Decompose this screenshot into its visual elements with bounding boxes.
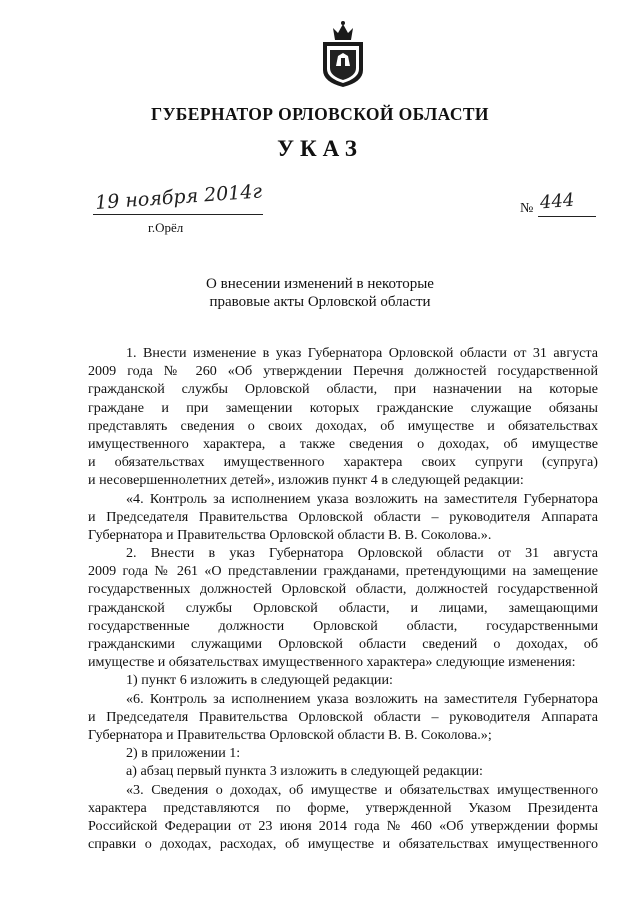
handwritten-date: 19 ноября 2014г xyxy=(94,180,263,214)
body-line: «6. Контроль за исполнением указа возложить на заместителя Губернатора xyxy=(126,690,598,707)
body-line: гражданскими служащими Орловской области сведений о доходах, об xyxy=(88,636,598,652)
decree-body xyxy=(88,344,598,853)
body-line: 2009 года № 260 «Об утверждении Перечня должностей государственной xyxy=(88,363,598,380)
body-line: «4. Контроль за исполнением указа возложить на заместителя Губернатора xyxy=(126,490,598,507)
issuer-title: ГУБЕРНАТОР ОРЛОВСКОЙ ОБЛАСТИ xyxy=(151,104,489,124)
body-line: характера представляются по форме, утвержденной Указом Президента xyxy=(88,799,598,816)
body-line: 2009 года № 261 «О представлении гражданами, претендующими на замещение xyxy=(88,563,598,580)
body-line: 1) пункт 6 изложить в следующей редакции: xyxy=(126,672,393,689)
body-line: 1. Внести изменение в указ Губернатора Орловской области от 31 августа xyxy=(126,345,598,361)
body-line: справки о доходах, расходах, об имуществе и обязательствах имущественного xyxy=(88,836,598,853)
body-line: государственные должности Орловской области, государственными xyxy=(88,617,598,634)
body-line: Губернатора и Правительства Орловской области В. В. Соколова.». xyxy=(88,526,492,543)
body-line: 2) в приложении 1: xyxy=(126,745,241,762)
subject-line-1: О внесении изменений в некоторые xyxy=(206,276,434,292)
body-line: гражданской службы Орловской области, при назначении на которые xyxy=(88,381,598,398)
body-line: 2. Внести в указ Губернатора Орловской области от 31 августа xyxy=(126,545,598,562)
body-line: и Председателя Правительства Орловской области – руководителя Аппарата xyxy=(88,708,598,725)
body-line: Российской Федерации от 23 июня 2014 года № 460 «Об утверждении формы xyxy=(88,817,598,834)
coat-of-arms-emblem xyxy=(318,20,368,88)
body-line: государственных должностей Орловской области, должностей государственной xyxy=(88,581,598,598)
handwritten-decree-number: 444 xyxy=(539,189,576,214)
number-label: № xyxy=(520,201,534,216)
body-line: и обязательствах имущественного характера своих супруги (супруга) xyxy=(88,454,598,471)
body-line: имуществе и обязательствах имущественного характера» следующие изменения: xyxy=(88,654,576,671)
body-line: гражданской службы Орловской области, и лицами, замещающими xyxy=(88,599,598,616)
body-line: «3. Сведения о доходах, об имуществе и обязательствах имущественного xyxy=(126,781,598,798)
city-label: г.Орёл xyxy=(148,220,184,235)
subject-line-2: правовые акты Орловской области xyxy=(209,294,431,310)
body-line: и Председателя Правительства Орловской области – руководителя Аппарата xyxy=(88,508,598,525)
body-line: граждане и при замещении которых гражданские служащие обязаны xyxy=(88,399,598,416)
document-type-title: УКАЗ xyxy=(277,136,363,161)
body-line: представлять сведения о своих доходах, об имуществе и обязательствах xyxy=(88,417,598,434)
body-line: Губернатора и Правительства Орловской области В. В. Соколова.»; xyxy=(88,726,492,743)
body-line: имущественного характера, а также сведения о доходах, об имуществе xyxy=(88,435,598,452)
body-line: а) абзац первый пункта 3 изложить в следующей редакции: xyxy=(126,763,483,780)
body-line: и несовершеннолетних детей», изложив пункт 4 в следующей редакции: xyxy=(88,472,524,489)
